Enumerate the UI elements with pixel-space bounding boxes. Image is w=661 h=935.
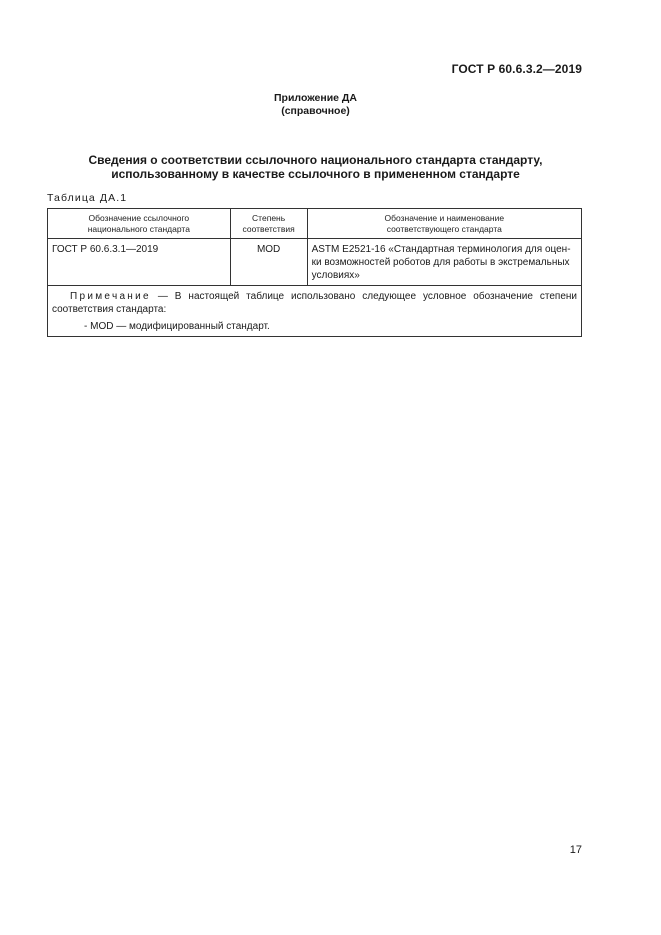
header-corresponding-line-2: соответствующего стандарта [386, 224, 502, 234]
cell-corresponding-standard [307, 239, 581, 286]
header-degree-line-1: Степень [252, 213, 286, 223]
annex-subtitle: (справочное) [281, 105, 350, 117]
header-corresponding-line-1: Обозначение и наименование [384, 213, 505, 223]
annex-heading [0, 92, 631, 118]
cell-corresponding-line-1: ASTM E2521-16 «Стандартная терминология для оцен- [311, 244, 571, 255]
table-header-row [48, 209, 582, 239]
header-national-standard-line-1: Обозначение ссылочного [88, 213, 190, 223]
table-row [48, 239, 582, 286]
section-title [0, 153, 631, 181]
header-national-standard-line-2: национального стандарта [87, 224, 190, 234]
cell-degree: MOD [230, 239, 307, 286]
table-caption: Таблица ДА.1 [47, 192, 128, 204]
table-note [48, 286, 582, 337]
annex-title: Приложение ДА [274, 92, 357, 104]
header-corresponding-standard [307, 209, 581, 239]
section-title-line-2: использованному в качестве ссылочного в примененном стандарте [111, 167, 520, 181]
cell-corresponding-line-2: ки возможностей роботов для работы в экстремальных [311, 257, 570, 268]
note-list-item: - MOD — модифицированный стандарт. [84, 321, 270, 332]
note-text: — В настоящей таблице использовано следующее условное обозначение степени [150, 291, 577, 302]
cell-national-standard: ГОСТ Р 60.6.3.1—2019 [48, 239, 231, 286]
note-line-2: соответствия стандарта: [52, 304, 167, 315]
table-note-row [48, 286, 582, 337]
document-code: ГОСТ Р 60.6.3.2—2019 [451, 62, 582, 76]
header-degree [230, 209, 307, 239]
note-line-1 [52, 290, 577, 303]
header-degree-line-2: соответствия [242, 224, 295, 234]
note-label: Примечание [70, 291, 151, 302]
page-number: 17 [569, 844, 582, 856]
header-national-standard [48, 209, 231, 239]
correspondence-table [47, 208, 582, 337]
cell-corresponding-line-3: условиях» [311, 270, 360, 281]
section-title-line-1: Сведения о соответствии ссылочного национального стандарта стандарту, [88, 153, 543, 167]
